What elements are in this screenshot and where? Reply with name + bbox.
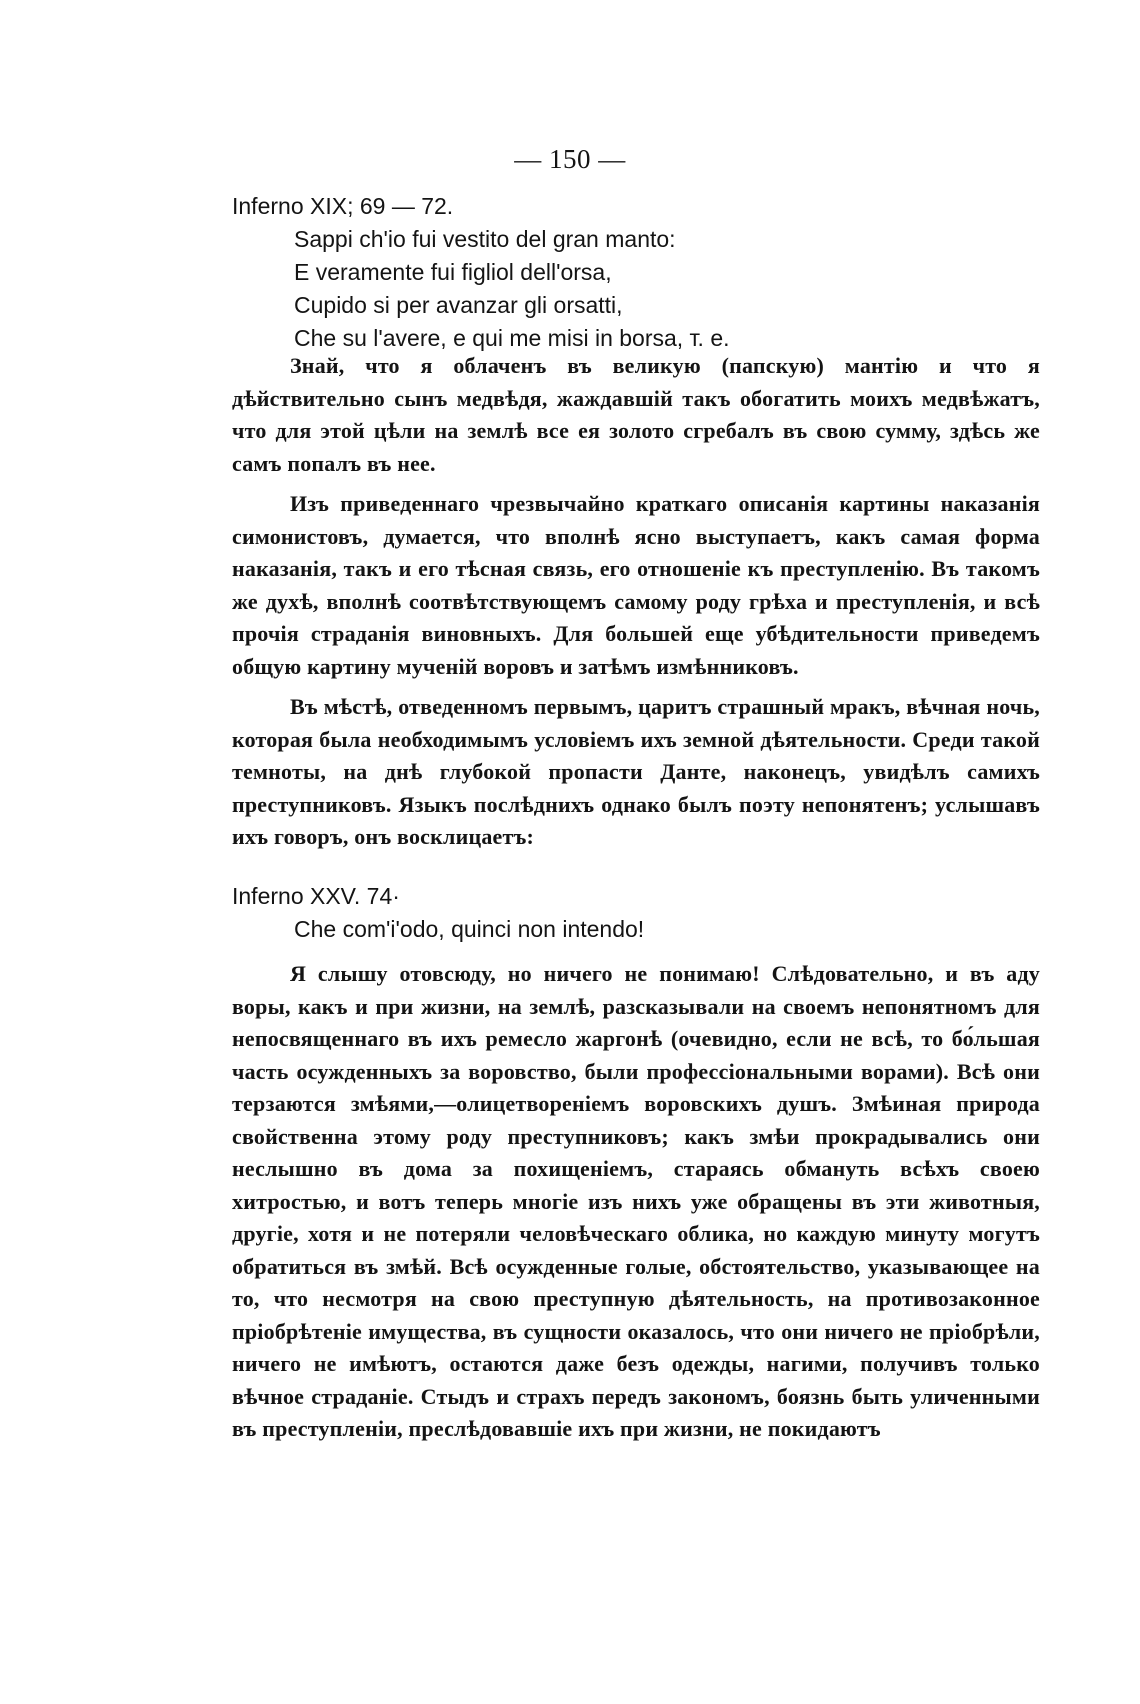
quotation-block-1	[232, 190, 1040, 355]
verse-line: Cupido si per avanzar gli orsatti,	[294, 292, 623, 318]
text-block-1	[232, 350, 1040, 854]
verse-italian-2	[294, 913, 1040, 946]
citation-inferno-xxv: Inferno XXV. 74·	[232, 883, 400, 909]
paragraph-translation: Знай, что я облаченъ въ великую (папскую) мантію и что я дѣйствительно сынъ медвѣдя, жаждавшій такъ обогатить моихъ медвѣжатъ, что для этой цѣли на землѣ все ея золото сгребалъ въ свою сумму, здѣсь же самъ попалъ въ нее.	[232, 353, 1040, 476]
page-number: — 150 —	[514, 144, 626, 174]
text-block-2	[232, 958, 1040, 1446]
paragraph-simonists: Изъ приведеннаго чрезвычайно краткаго описанія картины наказанія симонистовъ, думается, что вполнѣ ясно выступаетъ, какъ самая форма наказанія, такъ и его тѣсная связь, его отношеніе къ преступленію. Въ такомъ же духѣ, вполнѣ соотвѣтствующемъ самому роду грѣха и преступленія, и всѣ прочія страданія виновныхъ. Для большей еще убѣдительности приведемъ общую картину мученій воровъ и затѣмъ измѣнниковъ.	[232, 491, 1040, 679]
quotation-block-2	[232, 880, 1040, 946]
verse-line: Che su l'avere, e qui me misi in borsa, т. е.	[294, 325, 730, 351]
paragraph-thieves-darkness: Въ мѣстѣ, отведенномъ первымъ, царитъ страшный мракъ, вѣчная ночь, которая была необходимымъ условіемъ ихъ земной дѣятельности. Среди такой темноты, на днѣ глубокой пропасти Данте, наконецъ, увидѣлъ самихъ преступниковъ. Языкъ послѣднихъ однако былъ поэту непонятенъ; услышавъ ихъ говоръ, онъ восклицаетъ:	[232, 694, 1040, 849]
verse-line: Sappi ch'io fui vestito del gran manto:	[294, 226, 676, 252]
verse-italian-1	[294, 223, 1040, 355]
verse-line: E veramente fui figliol dell'orsa,	[294, 259, 612, 285]
citation-inferno-xix: Inferno XIX; 69 — 72.	[232, 193, 454, 219]
paragraph-thieves-serpents: Я слышу отовсюду, но ничего не понимаю! Слѣдовательно, и въ аду воры, какъ и при жизни, на землѣ, разсказывали на своемъ непонятномъ для непосвященнаго въ ихъ ремесло жаргонѣ (очевидно, если не всѣ, то бо́льшая часть осужденныхъ за воровство, были профессіональными ворами). Всѣ они терзаются змѣями,—олицетвореніемъ воровскихъ душъ. Змѣиная природа свойственна этому роду преступниковъ; какъ змѣи прокрадывались они неслышно въ дома за похищеніемъ, стараясь обмануть всѣхъ своею хитростью, и вотъ теперь многіе изъ нихъ уже обращены въ эти животныя, другіе, хотя и не потеряли человѣческаго облика, но каждую минуту могутъ обратиться въ змѣй. Всѣ осужденные голые, обстоятельство, указывающее на то, что несмотря на свою преступную дѣятельность, на противозаконное пріобрѣтеніе имущества, въ сущности оказалось, что они ничего не пріобрѣли, ничего не имѣютъ, остаются даже безъ одежды, нагими, получивъ только вѣчное страданіе. Стыдъ и страхъ передъ закономъ, боязнь быть уличенными въ преступленіи, преслѣдовавшіе ихъ при жизни, не покидаютъ	[232, 961, 1040, 1441]
verse-line: Che com'i'odo, quinci non intendo!	[294, 916, 645, 942]
